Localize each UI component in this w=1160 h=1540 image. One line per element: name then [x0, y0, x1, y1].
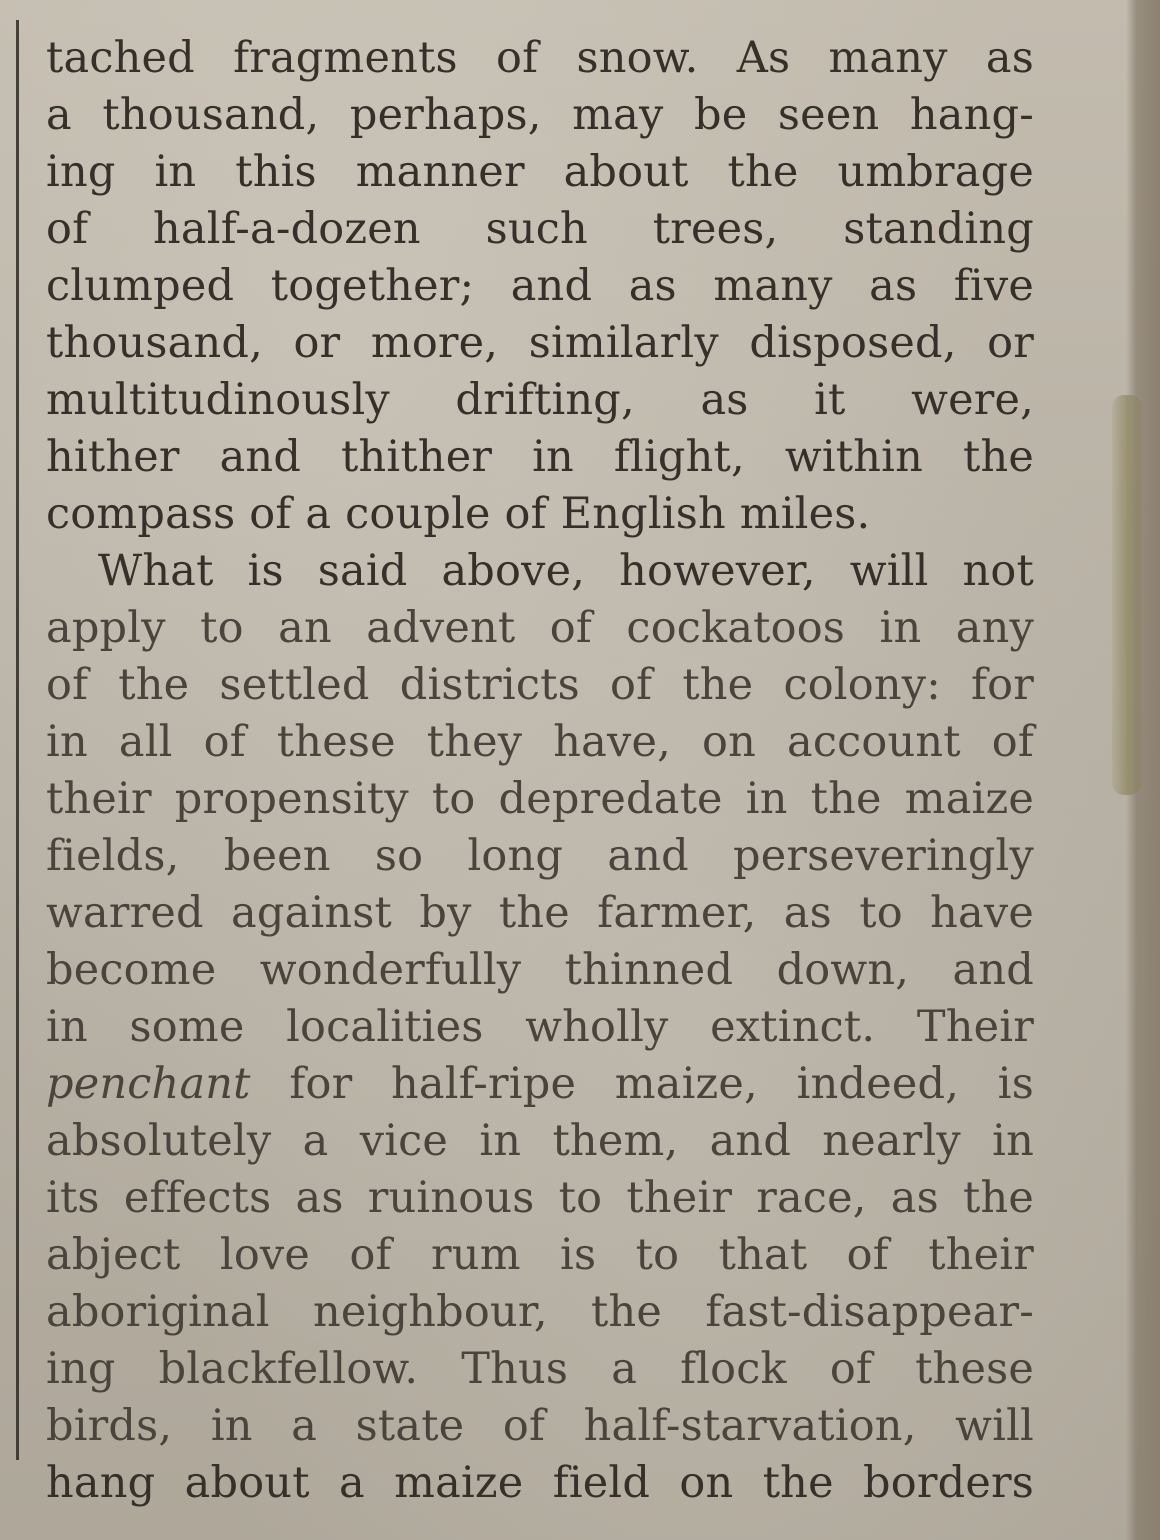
text-line: thousand, or more, similarly disposed, or: [46, 318, 1034, 368]
text-line: What is said above, however, will not: [98, 546, 1034, 596]
text-line: become wonderfully thinned down, and: [46, 945, 1034, 995]
text-line: clumped together; and as many as five: [46, 261, 1034, 311]
text-line: of half-a-dozen such trees, standing: [46, 204, 1034, 254]
paper-stain: [1112, 395, 1142, 795]
text-line: aboriginal neighbour, the fast-disappear-: [46, 1287, 1034, 1337]
text-line: hither and thither in flight, within the: [46, 432, 1034, 482]
text-line: tached fragments of snow. As many as: [46, 33, 1034, 83]
text-line: their propensity to depredate in the maize: [46, 774, 1034, 824]
column-rule: [16, 20, 19, 1460]
text-line: birds, in a state of half-starvation, will: [46, 1401, 1034, 1451]
italic-word: penchant: [46, 1059, 251, 1109]
text-line: fields, been so long and perseveringly: [46, 831, 1034, 881]
text-line: [46, 1056, 1034, 1113]
text-line: ing in this manner about the umbrage: [46, 147, 1034, 197]
article-column: [46, 30, 1034, 1512]
text-line: compass of a couple of English miles.: [46, 489, 871, 539]
text-line: multitudinously drifting, as it were,: [46, 375, 1034, 425]
text-line: apply to an advent of cockatoos in any: [46, 603, 1034, 653]
text-line: a thousand, perhaps, may be seen hang-: [46, 90, 1034, 140]
text-line: of the settled districts of the colony: for: [46, 660, 1034, 710]
text-fragment: for half-ripe maize, indeed, is: [289, 1059, 1034, 1109]
text-line: in all of these they have, on account of: [46, 717, 1034, 767]
text-line: abject love of rum is to that of their: [46, 1230, 1034, 1280]
text-line: its effects as ruinous to their race, as the: [46, 1173, 1034, 1223]
text-line: ing blackfellow. Thus a flock of these: [46, 1344, 1034, 1394]
text-line: in some localities wholly extinct. Their: [46, 1002, 1034, 1052]
text-line: hang about a maize field on the borders: [46, 1458, 1034, 1508]
text-line: absolutely a vice in them, and nearly in: [46, 1116, 1034, 1166]
text-line: warred against by the farmer, as to have: [46, 888, 1034, 938]
